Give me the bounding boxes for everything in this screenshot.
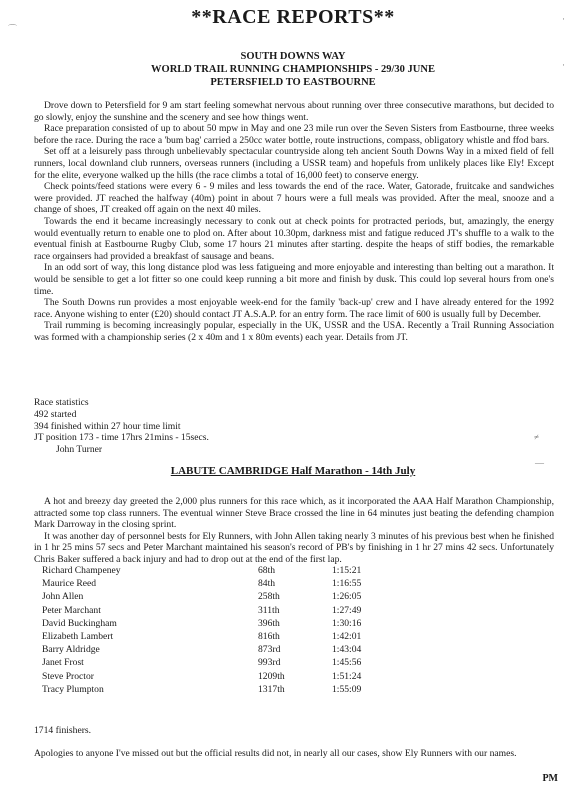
paragraph: It was another day of personnel bests for Ely Runners, with John Allen taking nearly 3 minutes of his previous best when he finished in 1 hr 25 mins 57 secs and Peter Marchant maintained his season's record of PB's by finishing in 1 hr 27 mins 42 secs. Unfortunately Chris Baker suffered a back injury and had to drop out at the end of the first lap. — [34, 530, 554, 565]
position: 68th — [258, 565, 276, 576]
finish-time: 1:43:04 — [332, 644, 362, 656]
report-subheading: WORLD TRAIL RUNNING CHAMPIONSHIPS - 29/30 JUNE — [151, 64, 435, 75]
table-row — [42, 670, 422, 683]
paragraph: Check points/feed stations were every 6 - 9 miles and less towards the end of the race. Water, Gatorade, fruitcake and sandwiches were provided. JT reached the halfway (40m) point in about 7 hours were a full meals was provided. After the meal, snooze and a change of shoes, JT creaked off again on the next 40 miles. — [34, 181, 554, 216]
stat-line: 492 started — [34, 408, 77, 420]
report1-body — [34, 100, 554, 343]
finish-time: 1:55:09 — [332, 683, 362, 695]
scan-mark: ⌒ — [8, 24, 18, 34]
table-row — [42, 604, 422, 617]
finish-time: 1:16:55 — [332, 578, 362, 590]
finish-time: 1:51:24 — [332, 670, 362, 682]
position: 311th — [258, 604, 280, 616]
runner-name: Peter Marchant — [42, 604, 101, 616]
paragraph: A hot and breezy day greeted the 2,000 plus runners for this race which, as it incorporated the AAA Half Marathon Championship, attracted some top class runners. The eventual winner Steve Brace crossed the line in 64 minutes just beating the defending champion Mark Darroway in the closing sprint. — [34, 496, 554, 531]
runner-name: Janet Frost — [42, 657, 84, 669]
paragraph: Trail rumming is becoming increasingly popular, especially in the UK, USSR and the USA. Recently a Trail Running Association was formed with a championship series (2 x 40m and 1 x 80m events) each year. Details from JT. — [34, 320, 554, 343]
paragraph: Towards the end it became increasingly necessary to conk out at check points for protracted periods, but, amazingly, the energy would eventually return to enable one to plod on. After about 10.30pm, darkness mist and fatigue reduced JT's shuffle to a walk to the eventual finish at Eastbourne Rugby Club, some 17 hours 21 minutes after starting. despite the heaps of stiff bodies, the remarkable race orgainsers had provided a breakfast of sausage and beans. — [34, 215, 554, 262]
paragraph: The South Downs run provides a most enjoyable week-end for the family 'back-up' crew and I have already entered for the 1992 race. Anyone wishing to enter (£20) should contact JT A.S.A.P. for an entry form. The race limit of 600 is usually full by December. — [34, 297, 554, 320]
paragraph: Drove down to Petersfield for 9 am start feeling somewhat nervous about running over three consecutive marathons, but decided to go slowly, enjoy the sunshine and the scenery and see how things went. — [34, 100, 554, 123]
table-row — [42, 643, 422, 656]
runner-name: Tracy Plumpton — [42, 683, 104, 695]
finish-time: 1:30:16 — [332, 617, 362, 629]
scan-mark: ≠ — [534, 432, 539, 442]
scan-mark: · — [562, 60, 565, 70]
table-row — [42, 564, 422, 577]
finish-time: 1:42:01 — [332, 630, 362, 642]
report2-body — [34, 496, 554, 566]
runner-name: Maurice Reed — [42, 578, 97, 590]
paragraph: Set off at a leisurely pass through unbelievably spectacular countryside along teh ancient South Downs Way in a mixed field of fell runners, local downland club runners, overseas runners (including a USSR team) and hopefuls from unlikely places like Ely! Except for the elite, everyone walked up the hills (the race climbs a total of 16,000 feet) to conserve energy. — [34, 146, 554, 181]
position: 816th — [258, 630, 280, 642]
finish-time: 1:45:56 — [332, 657, 362, 669]
results-table — [42, 564, 422, 696]
runner-name: John Allen — [42, 591, 84, 603]
apology-note: Apologies to anyone I've missed out but the official results did not, in nearly all our cases, show Ely Runners with our names. — [34, 748, 517, 759]
runner-name: Steve Proctor — [42, 670, 94, 682]
position: 873rd — [258, 644, 281, 656]
table-row — [42, 590, 422, 603]
table-row — [42, 617, 422, 630]
table-row — [42, 577, 422, 590]
stat-line: JT position 173 - time 17hrs 21mins - 15secs. — [34, 432, 209, 444]
table-row — [42, 630, 422, 643]
report-heading: SOUTH DOWNS WAY — [240, 51, 346, 62]
stat-line: Race statistics — [34, 397, 89, 408]
scan-mark: — — [535, 458, 544, 468]
finish-time: 1:27:49 — [332, 604, 362, 616]
position: 1209th — [258, 670, 285, 682]
stat-line: 394 finished within 27 hour time limit — [34, 420, 181, 432]
position: 993rd — [258, 657, 281, 669]
signature: PM — [542, 773, 558, 784]
race-statistics — [34, 397, 209, 456]
position: 84th — [258, 578, 276, 590]
paragraph: In an odd sort of way, this long distance plod was less fatigueing and more enjoyable and interesting than belting out a marathon. It would be sensible to get a lot fitter so one could keep running a bit more and finish by dusk. This could lop several hours from one's time. — [34, 262, 554, 297]
position: 258th — [258, 591, 280, 603]
runner-name: Elizabeth Lambert — [42, 630, 114, 642]
author: John Turner — [56, 444, 103, 456]
page-title: **RACE REPORTS** — [191, 6, 395, 28]
runner-name: David Buckingham — [42, 617, 117, 629]
table-row — [42, 656, 422, 669]
paragraph: Race preparation consisted of up to about 50 mpw in May and one 23 mile run over the Seven Sisters from Eastbourne, three weeks before the race. During the race a 'bum bag' carried a 250cc water bottle, route instructions, compass, obligatory whistle and ffod bars. — [34, 123, 554, 146]
position: 396th — [258, 617, 280, 629]
runner-name: Richard Champeney — [42, 565, 121, 576]
runner-name: Barry Aldridge — [42, 644, 100, 656]
report-route: PETERSFIELD TO EASTBOURNE — [210, 77, 376, 88]
scan-mark: · — [562, 14, 565, 24]
finishers-count: 1714 finishers. — [34, 725, 92, 736]
finish-time: 1:26:05 — [332, 591, 362, 603]
table-row — [42, 683, 422, 696]
position: 1317th — [258, 683, 285, 695]
report2-heading: LABUTE CAMBRIDGE Half Marathon - 14th July — [170, 465, 416, 477]
finish-time: 1:15:21 — [332, 565, 362, 576]
